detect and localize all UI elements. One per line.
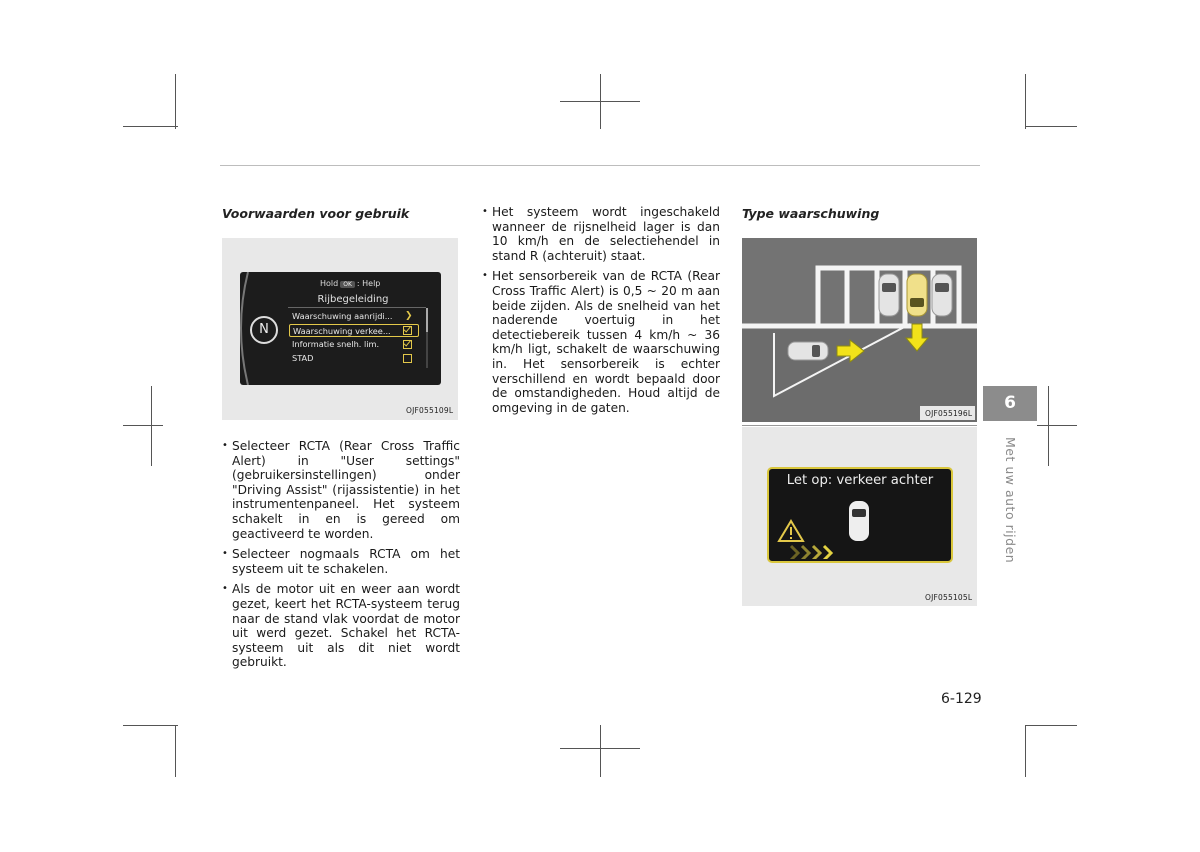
- alert-graphics: [769, 499, 951, 559]
- menu-item: Informatie snelh. lim.: [292, 339, 380, 349]
- page-number: 6-129: [941, 691, 982, 707]
- own-car-icon: [907, 274, 927, 316]
- hint-hold: Hold: [320, 279, 339, 288]
- bullet-item: • Het systeem wordt ingeschakeld wanneer de rijsnelheid lager is dan 10 km/h en de selectiehendel in stand R (achteruit) staat.: [482, 205, 720, 263]
- chapter-title: Met uw auto rijden: [1003, 437, 1018, 564]
- menu-item: Waarschuwing aanrijdi...: [292, 311, 393, 321]
- menu-title: Rijbegeleiding: [317, 294, 389, 305]
- gear-n-indicator: N: [250, 316, 278, 344]
- header-rule: [220, 165, 980, 166]
- hint-help: : Help: [356, 279, 381, 288]
- figure-divider: [742, 425, 977, 426]
- parking-illustration: [742, 238, 977, 422]
- figure-code: OJF055105L: [925, 593, 973, 602]
- menu-divider: [288, 307, 426, 308]
- checkbox-checked-icon: [403, 326, 412, 335]
- crop-mark: [1025, 126, 1077, 127]
- crop-mark: [1025, 725, 1077, 726]
- bullet-item: • Als de motor uit en weer aan wordt gezet, keert het RCTA-systeem terug naar de stand vlak voordat de motor uit werd gezet. Schakel het RCTA-systeem uit als dit niet wordt gebruikt.: [222, 582, 460, 670]
- help-hint: [320, 279, 380, 288]
- crop-mark: [123, 425, 163, 426]
- crop-mark: [600, 725, 601, 777]
- crop-mark: [175, 725, 176, 777]
- crop-mark: [1037, 425, 1077, 426]
- crop-mark: [1025, 74, 1026, 129]
- parked-car-right-icon: [932, 274, 952, 316]
- ok-key-icon: OK: [340, 281, 355, 288]
- checkbox-unchecked-icon: [403, 354, 412, 363]
- section-heading-conditions: Voorwaarden voor gebruik: [222, 206, 410, 221]
- crop-mark: [175, 74, 176, 129]
- section-heading-warning-type: Type waarschuwing: [742, 206, 880, 221]
- figure-code: OJF055196L: [925, 409, 973, 418]
- crop-mark: [123, 126, 178, 127]
- crop-mark: [123, 725, 178, 726]
- figure-code: OJF055109L: [406, 406, 454, 415]
- checkbox-checked-icon: [403, 340, 412, 349]
- left-bullets: [222, 439, 460, 676]
- alert-message: Let op: verkeer achter: [786, 473, 934, 488]
- chapter-tab: 6: [983, 386, 1037, 421]
- bullet-item: • Selecteer RCTA (Rear Cross Traffic Alert) in "User settings" (gebruikersinstellingen) onder "Driving Assist" (rijassistentie) in het instrumentenpaneel. Het systeem schakelt in en is gereed om geactiveerd te worden.: [222, 439, 460, 541]
- middle-bullets: [482, 205, 720, 421]
- warning-triangle-icon: [779, 521, 803, 541]
- bullet-item: • Het sensorbereik van de RCTA (Rear Cross Traffic Alert) is 0,5 ~ 20 m aan beide zijden. Als de snelheid van het naderende voertuig in het detectiebereik tussen 4 km/h ~ 36 km/h ligt, schakelt de waarschuwing in. Het sensorbereik is echter verschillend en wordt bepaald door de omstandigheden. Houd altijd de omgeving in de gaten.: [482, 269, 720, 415]
- figure-parking-scene: [742, 238, 977, 422]
- car-icon: [849, 501, 869, 541]
- menu-item: STAD: [292, 353, 314, 363]
- crop-mark: [151, 386, 152, 466]
- parked-car-left-icon: [879, 274, 899, 316]
- crop-mark: [600, 74, 601, 129]
- approaching-car-icon: [788, 342, 828, 360]
- rcta-alert-screen: [767, 467, 953, 563]
- cluster-screen: [240, 272, 441, 385]
- crop-mark: [1048, 386, 1049, 466]
- chevrons-right-icon: [791, 546, 831, 559]
- crop-mark: [1025, 725, 1026, 777]
- menu-scroll-thumb: [426, 308, 428, 332]
- bullet-item: • Selecteer nogmaals RCTA om het systeem uit te schakelen.: [222, 547, 460, 576]
- chevron-right-icon: ❯: [405, 311, 413, 321]
- menu-item-selected: Waarschuwing verkee...: [289, 324, 419, 337]
